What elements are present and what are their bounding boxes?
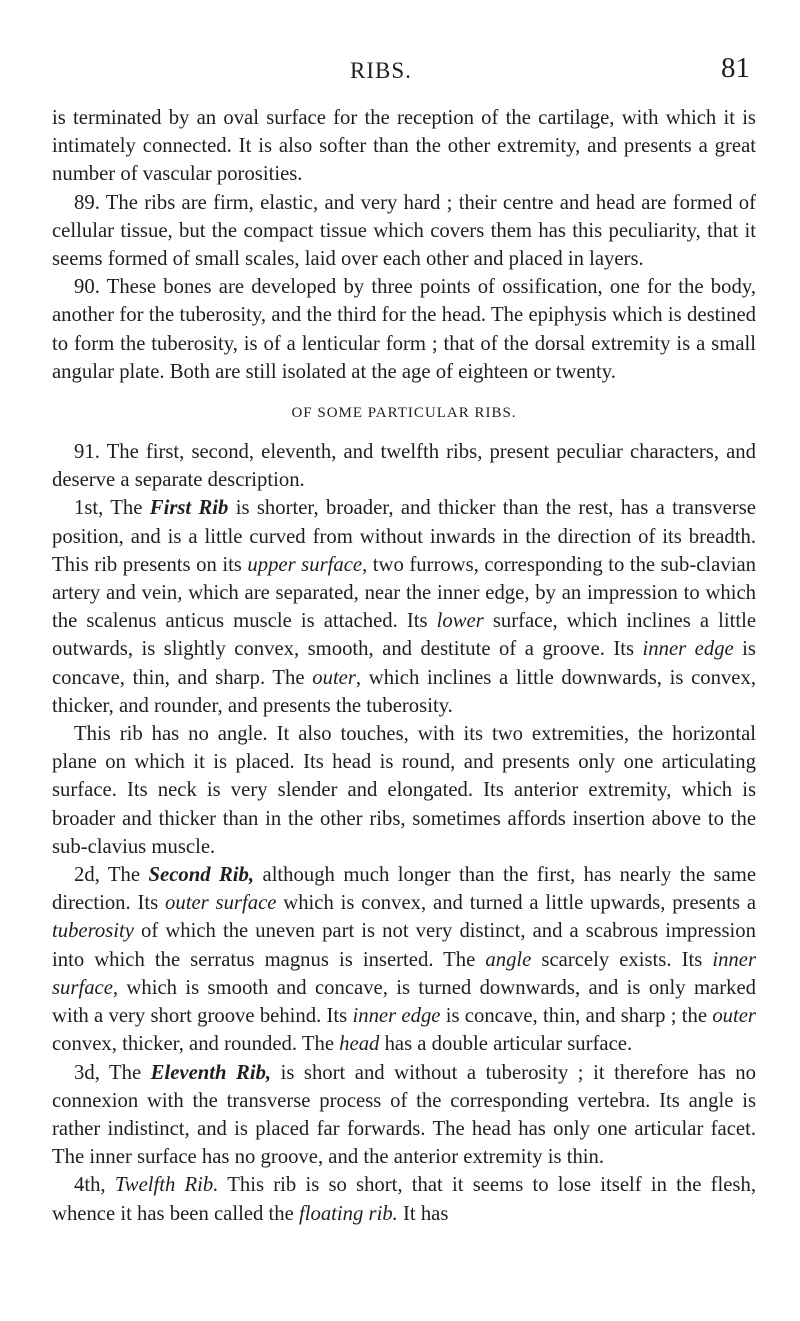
section-heading: OF SOME PARTICULAR RIBS. xyxy=(291,405,517,422)
text-run: has a double articular surface. xyxy=(379,1033,633,1056)
paragraph-number: 90. xyxy=(74,276,100,299)
text-run: surface, which inclines a little outwards, is slightly convex, smooth, and destitute of a groove. Its xyxy=(52,610,756,661)
body-text xyxy=(52,104,756,1228)
text-run: although much longer than the first, has nearly the same direction. Its xyxy=(52,864,757,915)
text-run: The xyxy=(99,1061,151,1084)
ordinal: 2d, xyxy=(74,864,100,887)
running-head xyxy=(0,52,800,92)
twelfth-rib-paragraph xyxy=(52,1171,756,1227)
term-outer: outer xyxy=(712,1005,756,1028)
term-inner-edge: inner edge xyxy=(642,638,734,661)
eleventh-rib-paragraph xyxy=(52,1059,756,1172)
text-run: scarcely exists. Its xyxy=(531,948,713,971)
text-run: is concave, thin, and sharp ; the xyxy=(440,1005,713,1028)
text-run: is short and without a tuberosity ; it therefore has no connexion with the transverse process of the corresponding vertebra. Its angle is rather indistinct, and is placed far forwards. The head has only one articular facet. The inner surface has no groove, and the anterior extremity is thin. xyxy=(52,1061,756,1169)
text-run xyxy=(106,1174,115,1196)
text-run: convex, thicker, and rounded. The xyxy=(52,1033,340,1056)
paragraph-number: 91. xyxy=(74,441,100,464)
second-rib-paragraph xyxy=(52,861,756,1058)
text-run: is concave, thin, and sharp. The xyxy=(52,638,756,689)
running-title: RIBS. xyxy=(350,58,412,83)
term-outer-surface: outer surface xyxy=(165,892,277,915)
term-floating-rib: floating rib. xyxy=(299,1202,398,1225)
rib-title: Twelfth Rib. xyxy=(114,1174,219,1197)
paragraph-text: These bones are developed by three points of ossification, one for the body, another for the tuberosity, and the third for the head. The epiphysis which is destined to form the tuberosity, is of a lenticular form ; that of the dorsal extremity is a small angular plate. Both are still isolated at the age of eighteen or twenty. xyxy=(52,276,756,383)
text-run: This rib is so short, that it seems to lose itself in the flesh, whence it has been called the xyxy=(52,1174,756,1225)
term-inner-edge: inner edge xyxy=(352,1005,441,1028)
text-run: of which the uneven part is not very distinct, and a scabrous impression into which the serratus magnus is inserted. The xyxy=(52,920,756,971)
paragraph-number: 89. xyxy=(74,191,100,214)
text-run: is shorter, broader, and thicker than the rest, has a transverse position, and is a little curved from without inwards in the direction of its breadth. This rib presents on its xyxy=(52,497,756,576)
term-lower: lower xyxy=(436,610,484,633)
paragraph-text: is terminated by an oval surface for the reception of the cartilage, with which it is intimately connected. It is also softer than the other extremity, and presents a great number of vascular porosities. xyxy=(52,107,756,186)
paragraph-text: The first, second, eleventh, and twelfth ribs, present peculiar characters, and deserve a separate description. xyxy=(52,441,756,492)
paragraph-89 xyxy=(52,189,756,274)
text-run: , which inclines a little downwards, is convex, thicker, and rounder, and presents the tuberosity. xyxy=(52,666,756,717)
rib-title: Eleventh Rib, xyxy=(150,1061,272,1084)
ordinal: 3d, xyxy=(74,1061,100,1084)
paragraph-continuation xyxy=(52,104,756,189)
first-rib-continuation: This rib has no angle. It also touches, with its two extremities, the horizontal plane on which it is placed. Its head is round, and presents only one articulating surface. Its neck is very slender and elongated. Its anterior extremity, which is broader and thicker than in the other ribs, sometimes affords insertion above to the sub-clavius muscle. xyxy=(52,723,756,858)
term-tuberosity: tuberosity xyxy=(52,920,134,943)
rib-title: Second Rib, xyxy=(148,864,255,887)
paragraph-91 xyxy=(52,438,756,494)
ordinal: 4th, xyxy=(74,1174,106,1197)
paragraph-text: The ribs are firm, elastic, and very hard ; their centre and head are formed of cellular tissue, but the compact tissue which covers them has this peculiarity, that it seems formed of small scales, laid over each other and placed in layers. xyxy=(52,191,756,271)
term-outer: outer xyxy=(312,666,356,689)
text-run: It has xyxy=(397,1202,449,1225)
first-rib-paragraph xyxy=(52,494,756,720)
text-run: , two furrows, corresponding to the sub-clavian artery and vein, which are separated, near the inner edge, by an impression to which the scalenus anticus muscle is attached. Its xyxy=(52,553,756,633)
ordinal: 1st, xyxy=(74,497,104,520)
page-number: 81 xyxy=(721,52,750,84)
term-inner-surface: inner surface, xyxy=(52,948,756,999)
text-run: which is convex, and turned a little upwards, presents a xyxy=(276,892,757,915)
text-run: The xyxy=(103,497,150,520)
rib-title: First Rib xyxy=(149,497,229,520)
text-run: The xyxy=(99,864,149,887)
term-head: head xyxy=(339,1033,380,1056)
term-upper-surface: upper surface xyxy=(247,553,363,576)
text-run: which is smooth and concave, is turned downwards, and is only marked with a very short groove behind. Its xyxy=(52,976,756,1028)
term-angle: angle xyxy=(485,948,532,971)
paragraph-90 xyxy=(52,273,756,386)
